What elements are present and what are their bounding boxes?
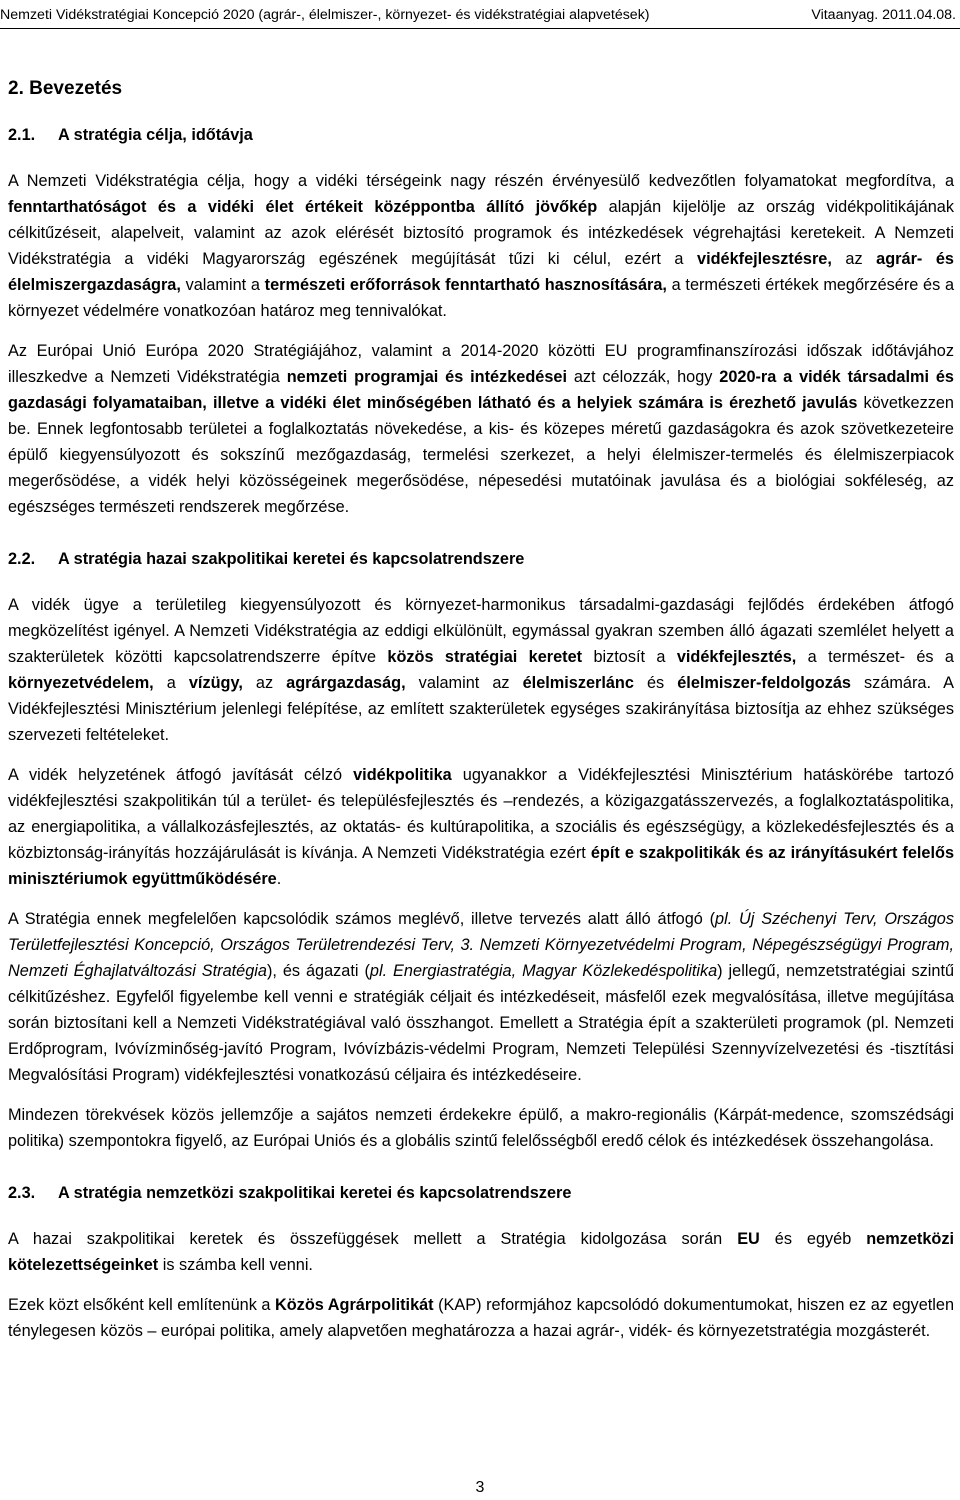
page-number: 3	[475, 1479, 485, 1496]
header-version: Vitaanyag. 2011.04.08.	[811, 7, 956, 23]
body-paragraph	[8, 906, 954, 1088]
body-paragraph	[8, 1292, 954, 1344]
bold-text: 2020-ra a vidék társadalmi és gazdasági folyamataiban, illetve a vidéki élet minőségében látható és a helyiek számára is érezhető javulás	[8, 368, 954, 412]
text-run: A vidék helyzetének átfogó javítását célzó	[8, 766, 354, 784]
bold-text: élelmiszerlánc	[522, 674, 634, 692]
section-title: A stratégia nemzetközi szakpolitikai keretei és kapcsolatrendszere	[58, 1184, 572, 1202]
bold-text: EU	[737, 1230, 760, 1248]
text-run: és	[633, 674, 678, 692]
text-run: a természet- és a	[796, 648, 954, 666]
text-run: Mindezen törekvések közös jellemzője a sajátos nemzeti érdekekre épülő, a makro-regionális (Kárpát-medence, szomszédsági politika) szempontokra figyelő, az Európai Uniós és a globális szintű felelősségből eredő célok és intézkedések összehangolása.	[8, 1106, 954, 1150]
bold-text: élelmiszer-feldolgozás	[677, 674, 851, 692]
body-paragraph	[8, 592, 954, 748]
bold-text: vidékfejlesztés,	[676, 648, 797, 666]
text-run: a természeti értékek megőrzésére és a környezet védelmére vonatkozóan határoz meg tennivalókat.	[8, 276, 954, 320]
section-spacer	[8, 1168, 954, 1182]
text-run: és egyéb	[759, 1230, 867, 1248]
text-run: valamint az	[405, 674, 523, 692]
body-paragraph	[8, 762, 954, 892]
text-run: következzen be. Ennek legfontosabb területei a foglalkoztatás növekedése, a kis- és közepes méretű gazdaságokra és azok szövetkezeteire épülő kiegyensúlyozott és sokszínű mezőgazdaság, termelési szerkezet, a helyi élelmiszer-termelés és élelmiszerpiacok megerősödése, a vidék helyi közösségeinek megerősödése, népesedési mutatóinak javulása és a biológiai sokféleség, az egészséges természeti rendszerek megőrzése.	[8, 394, 954, 516]
text-run: ), és ágazati (	[266, 962, 370, 980]
text-run: Ezek közt elsőként kell említenünk a	[8, 1296, 275, 1314]
bold-text: környezetvédelem,	[8, 674, 154, 692]
body-paragraph	[8, 338, 954, 520]
section-spacer	[8, 534, 954, 548]
bold-text: természeti erőforrások fenntartható hasznosítására,	[264, 276, 667, 294]
section-title: A stratégia hazai szakpolitikai keretei és kapcsolatrendszere	[58, 550, 525, 568]
text-run: A Nemzeti Vidékstratégia célja, hogy a vidéki térségeink nagy részén érvényesülő kedvezőtlen folyamatokat megfordítva, a	[8, 172, 954, 190]
body-paragraph	[8, 168, 954, 324]
section-title: A stratégia célja, időtávja	[58, 126, 253, 144]
bold-text: vidékpolitika	[353, 766, 452, 784]
bold-text: Közös Agrárpolitikát	[274, 1296, 434, 1314]
bold-text: nemzeti programjai és intézkedései	[286, 368, 567, 386]
text-run: számára. A Vidékfejlesztési Minisztérium jelenlegi felépítése, az említett szakterületek egységes szakirányítása biztosítja az ehhez szükséges szervezeti feltételeket.	[8, 674, 955, 744]
body-paragraph	[8, 1102, 954, 1154]
italic-text: pl. Energiastratégia, Magyar Közlekedéspolitika	[369, 962, 718, 980]
text-run: (KAP) reformjához kapcsolódó dokumentumokat, hiszen ez az egyetlen ténylegesen közös – európai politika, amely alapvetően meghatározza a hazai agrár-, vidék- és környezetstratégia mozgásterét.	[8, 1296, 954, 1340]
bold-text: agrárgazdaság,	[286, 674, 406, 692]
text-run: az	[831, 250, 877, 268]
text-run: ugyanakkor a Vidékfejlesztési Minisztérium hatáskörébe tartozó vidékfejlesztési szakpolitikán túl a terület- és településfejlesztés és –rendezés, a közigazgatásszervezés, a foglalkoztatáspolitika, az energiapolitika, a vállalkozásfejlesztés, az oktatás- és kultúrapolitika, a szociális és egészségügy, a közlekedésfejlesztés és a közbiztonság-irányítás hozzájárulását is kívánja. A Nemzeti Vidékstratégia ezért	[8, 766, 954, 862]
text-run: a	[153, 674, 189, 692]
text-run: is számba kell venni.	[158, 1256, 313, 1274]
bold-text: vidékfejlesztésre,	[697, 250, 832, 268]
text-run: A vidék ügye a területileg kiegyensúlyozott és környezet-harmonikus társadalmi-gazdasági fejlődés érdekében átfogó megközelítést igényel. A Nemzeti Vidékstratégia az eddigi elkülönült, egymással gyakran szemben álló ágazati szemlélet helyett a szakterületek közötti kapcsolatrendszerre építve	[8, 596, 954, 666]
text-run: alapján kijelölje az ország vidékpolitikájának célkitűzéseit, alapelveit, valamint az azok elérését biztosító programok és intézkedések végrehajtási keretekeit. A Nemzeti Vidékstratégia a vidéki Magyarország egészének megújítását tűzi ki célul, ezért a	[8, 198, 954, 268]
text-run: A hazai szakpolitikai keretek és összefüggések mellett a Stratégia kidolgozása során	[8, 1230, 738, 1248]
section-number: 2.2.	[8, 550, 36, 568]
text-run: az	[242, 674, 287, 692]
italic-text: pl. Új Széchenyi Terv, Országos Területfejlesztési Koncepció, Országos Területrendezési Terv, 3. Nemzeti Környezetvédelmi Program, Népegészségügyi Program, Nemzeti Éghajlatváltozási Stratégia	[8, 910, 954, 980]
body-paragraph	[8, 1226, 954, 1278]
bold-text: vízügy,	[188, 674, 243, 692]
bold-text: agrár- és élelmiszergazdaságra,	[8, 250, 954, 294]
text-run: azt célozzák, hogy	[566, 368, 720, 386]
section-heading	[8, 124, 954, 168]
sections-container	[8, 124, 954, 1344]
text-run: ) jellegű, nemzetstratégiai szintű célkitűzéshez. Egyfelől figyelembe kell venni e stratégiák céljait és intézkedéseit, másfelől ezek megvalósítása, illetve megújítása során biztosítani kell a Nemzeti Vidékstratégiával való összhangot. Emellett a Stratégia épít a szakterületi programok (pl. Nemzeti Erdőprogram, Ivóvízminőség-javító Program, Ivóvízbázis-védelmi Program, Nemzeti Települési Szennyvízelvezetési és -tisztítási Megvalósítási Program) vidékfejlesztési vonatkozású céljaira és intézkedéseire.	[8, 962, 955, 1084]
chapter-heading	[8, 74, 954, 124]
section-heading	[8, 1182, 954, 1226]
section-number: 2.3.	[8, 1184, 36, 1202]
chapter-title: Bevezetés	[29, 78, 123, 99]
section-heading	[8, 548, 954, 592]
bold-text: fenntarthatóságot és a vidéki élet értékeit középpontba állító jövőkép	[8, 198, 598, 216]
text-run: .	[276, 870, 282, 888]
header-title: Nemzeti Vidékstratégiai Koncepció 2020 (agrár-, élelmiszer-, környezet- és vidékstratégiai alapvetések)	[0, 7, 650, 23]
text-run: valamint a	[180, 276, 265, 294]
bold-text: épít e szakpolitikák és az irányításukért felelős minisztériumok együttműködésére	[8, 844, 954, 888]
chapter-number: 2.	[8, 78, 24, 99]
bold-text: nemzetközi kötelezettségeinket	[8, 1230, 954, 1274]
document-body	[8, 74, 954, 1358]
bold-text: közös stratégiai keretet	[387, 648, 583, 666]
text-run: Az Európai Unió Európa 2020 Stratégiájához, valamint a 2014-2020 közötti EU programfinanszírozási időszak időtávjához illeszkedve a Nemzeti Vidékstratégia	[8, 342, 954, 386]
text-run: biztosít a	[582, 648, 677, 666]
running-header	[0, 4, 960, 29]
section-number: 2.1.	[8, 126, 36, 144]
text-run: A Stratégia ennek megfelelően kapcsolódik számos meglévő, illetve tervezés alatt álló átfogó (	[8, 910, 716, 928]
